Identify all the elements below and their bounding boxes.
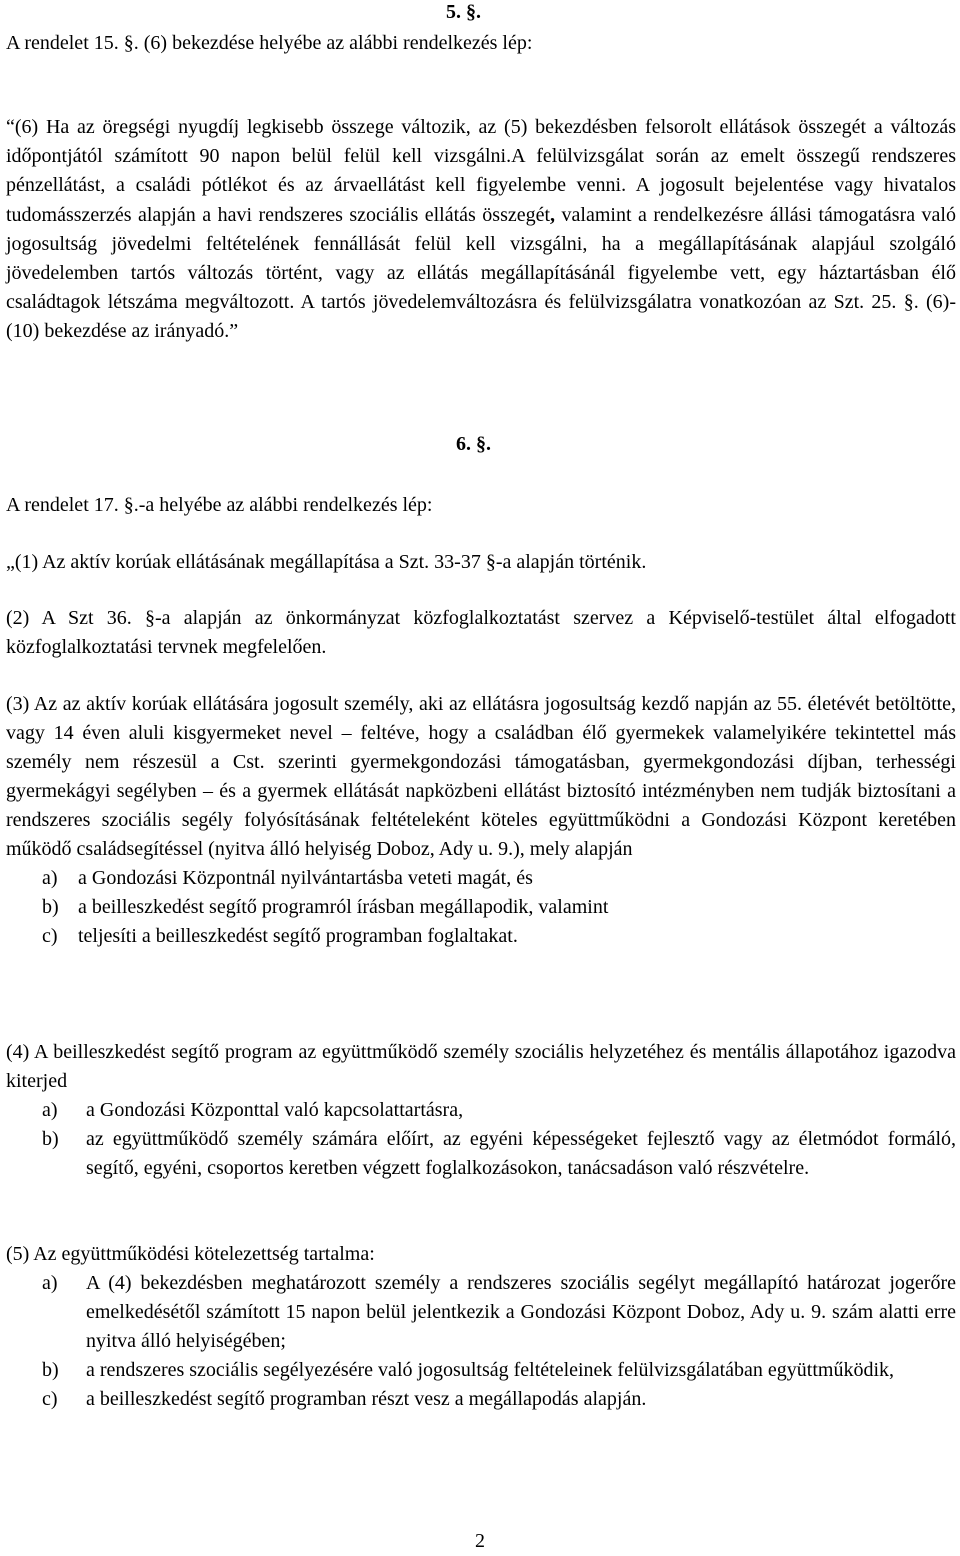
section-5-paragraph-6-sentence-4: valamint a rendelkezésre állási támogatásra való jogosultság jövedelmi feltételének fennállását felül kell vizsgálni, ha a megállapításának alapjául szolgáló jövedelemben tartós változás történt, vagy az ellátás megállapításánál figyelembe vett, egy háztartásban élő családtagok létszáma megváltozott. A tartós jövedelemváltozásra és felülvizsgálatra vonatkozóan az Szt. 25. §. (6)-(10) bekezdése az irányadó.” <box>6 203 956 343</box>
section-6-paragraph-4: (4) A beilleszkedést segítő program az együttműködő személy szociális helyzetéhez és mentális állapotához igazodva kiterjed <box>6 1041 956 1092</box>
section-6-paragraph-4-block <box>6 1038 956 1183</box>
section-5-intro: A rendelet 15. §. (6) bekezdése helyébe az alábbi rendelkezés lép: <box>6 32 533 54</box>
list-text: teljesíti a beilleszkedést segítő programban foglaltakat. <box>78 925 518 947</box>
list-marker: a) <box>42 1099 58 1121</box>
section-6-paragraph-5: (5) Az együttműködési kötelezettség tartalma: <box>6 1243 375 1265</box>
section-6-paragraph-4-list <box>6 1096 956 1183</box>
list-marker: b) <box>42 1359 59 1381</box>
section-5-heading: 5. §. <box>446 1 481 23</box>
list-marker: c) <box>42 925 58 947</box>
section-6-paragraph-5-block <box>6 1240 956 1414</box>
section-5-paragraph-6-sentence-2: A felülvizsgálat során az emelt összegű rendszeres pénzellátást, a családi pótlékot és az árvaellátást kell figyelembe venni. <box>6 145 956 197</box>
list-item <box>42 893 956 922</box>
list-marker: a) <box>42 1272 58 1294</box>
section-5-paragraph-6 <box>6 113 956 347</box>
list-item <box>42 1269 956 1356</box>
list-marker: a) <box>42 867 58 889</box>
section-6-paragraph-3-list <box>6 864 956 951</box>
list-item <box>42 1125 956 1183</box>
list-text: a beilleszkedést segítő programban részt vesz a megállapodás alapján. <box>86 1388 647 1410</box>
list-text: a rendszeres szociális segélyezésére való jogosultság feltételeinek felülvizsgálatában együttműködik, <box>86 1359 895 1381</box>
list-item <box>42 864 956 893</box>
list-item <box>42 922 956 951</box>
list-text: a Gondozási Központnál nyilvántartásba veteti magát, és <box>78 867 533 889</box>
list-item <box>42 1356 956 1385</box>
section-6-paragraph-3: (3) Az az aktív korúak ellátására jogosult személy, aki az ellátásra jogosultság kezdő napján az 55. életévét betöltötte, vagy 14 éven aluli kisgyermeket nevel – feltéve, hogy a családban élő gyermekek valamelyikére tekintettel más személy nem részesül a Cst. szerinti gyermekgondozási támogatásban, gyermekgondozási díjban, terhességi gyermekágyi segélyben – és a gyermek ellátását napközbeni ellátást biztosító intézményben nem tudják biztosítani a rendszeres szociális segély folyósításának feltételeként köteles együttműködni a Gondozási Központ keretében működő családsegítéssel (nyitva álló helyiség Doboz, Ady u. 9.), mely alapján <box>6 693 956 860</box>
page-number: 2 <box>475 1530 485 1552</box>
section-6-paragraph-3-block <box>6 690 956 951</box>
list-text: a beilleszkedést segítő programról írásban megállapodik, valamint <box>78 896 609 918</box>
list-item <box>42 1385 956 1414</box>
section-6-paragraph-2: (2) A Szt 36. §-a alapján az önkormányzat közfoglalkoztatást szervez a Képviselő-testület által elfogadott közfoglalkoztatási tervnek megfelelően. <box>6 607 956 658</box>
section-6-paragraph-5-list <box>6 1269 956 1414</box>
section-6-heading: 6. §. <box>456 433 491 455</box>
list-text: az együttműködő személy számára előírt, az egyéni képességeket fejlesztő vagy az életmódot formáló, segítő, egyéni, csoportos keretben végzett foglalkozásokon, tanácsadáson való részvételre. <box>86 1128 956 1179</box>
section-6-paragraph-1: „(1) Az aktív korúak ellátásának megállapítása a Szt. 33-37 §-a alapján történik. <box>6 551 647 573</box>
section-5-paragraph-6-comma: , <box>550 203 556 226</box>
list-marker: c) <box>42 1388 58 1410</box>
list-item <box>42 1096 956 1125</box>
section-5-paragraph-6-sentence-1: “(6) Ha az öregségi nyugdíj legkisebb összege változik, az (5) bekezdésben felsorolt ellátások összegét a változás időpontjától számított 90 napon belül felül kell vizsgálni. <box>6 116 956 168</box>
section-5-paragraph-6-sentence-3: A jogosult bejelentése vagy hivatalos tudomásszerzés alapján a havi rendszeres szociális ellátás összegét <box>6 174 957 226</box>
list-text: a Gondozási Központtal való kapcsolattartásra, <box>86 1099 464 1121</box>
list-marker: b) <box>42 1128 59 1150</box>
list-text: A (4) bekezdésben meghatározott személy a rendszeres szociális segélyt megállapító határozat jogerőre emelkedésétől számított 15 napon belül jelentkezik a Gondozási Központ Doboz, Ady u. 9. szám alatti erre nyitva álló helyiségében; <box>86 1272 956 1352</box>
list-marker: b) <box>42 896 59 918</box>
section-6-intro: A rendelet 17. §.-a helyébe az alábbi rendelkezés lép: <box>6 494 433 516</box>
